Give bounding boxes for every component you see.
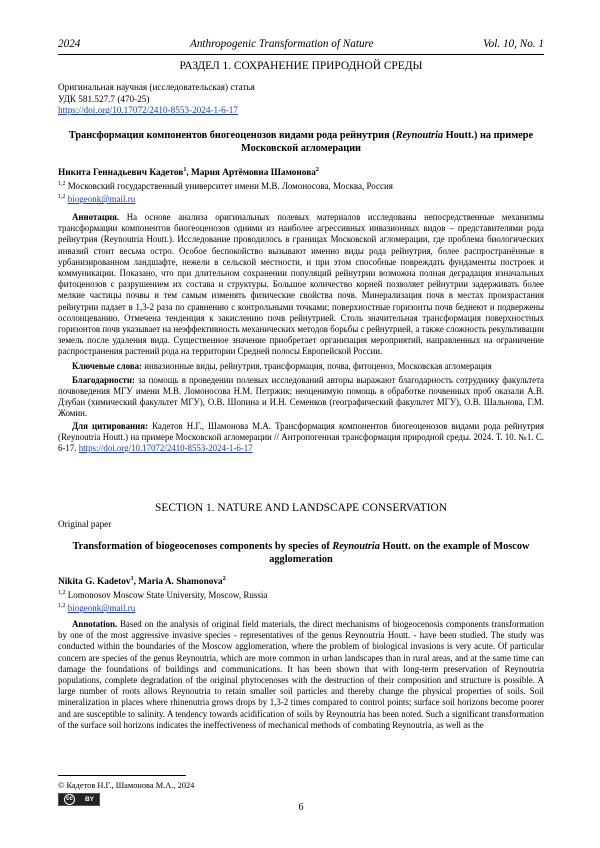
ru-acknowledgements: Благодарности: за помощь в проведении полевых исследований авторы выражают благодарность сотруднику факультета почвоведения МГУ имени М.В. Ломоносова Н.М. Петржик; неоценимую помощь в обработке почвенных проб оказали А.В. Дзубан (химический факультет МГУ), О.В. Шопина и И.Н. Семенков (географический факультет МГУ), О.В. Шальнова, Г.М. Жомин. bbox=[58, 374, 544, 419]
en-section-heading: SECTION 1. NATURE AND LANDSCAPE CONSERVATION bbox=[155, 502, 447, 514]
header-rule bbox=[58, 54, 544, 55]
ru-affiliation-block: $^{1,2}$ Московский государственный университет имени М.В. Ломоносова, Москва, Россия $^{1,2}$ biogeonk@mail.ru bbox=[58, 181, 393, 205]
running-header bbox=[58, 38, 544, 50]
cc-icon: cc bbox=[64, 794, 75, 805]
ru-article-type: Оригинальная научная (исследовательская) статья bbox=[58, 82, 255, 92]
en-authors: Nikita G. Kadetov$^1$, Maria A. Shamonova$^2$ bbox=[58, 576, 226, 588]
copyright: © Кадетов Н.Г., Шамонова М.А., 2024 bbox=[58, 781, 195, 790]
ru-udc: УДК 581.527.7 (470-25) bbox=[58, 93, 150, 104]
en-affiliation-block: $^{1,2}$ Lomonosov Moscow State University, Moscow, Russia $^{1,2}$ biogeonk@mail.ru bbox=[58, 590, 268, 614]
ru-meta bbox=[58, 82, 544, 117]
ru-citation: Для цитирования: Кадетов Н.Г., Шамонова М.А. Трансформация компонентов биогеоценозов видами рода рейнутрия (Reynoutria Houtt.) на примере Московской агломерации // Антропогенная трансформация природной среды. 2024. Т. 10. №1. С. 6-17. https://doi.org/10.17072/2410-8553-2024-1-6-17 bbox=[58, 420, 544, 454]
header-journal: Anthropogenic Transformation of Nature bbox=[189, 38, 374, 50]
footnote-rule bbox=[58, 775, 186, 776]
ru-abstract: Аннотация. На основе анализа оригинальных полевых материалов исследованы непосредственные механизмы трансформации компонентов биогеоценозов одними из наиболее агрессивных инвазионных видов – представителями рода рейнутрия (Reynoutria Houtt.). Исследование проводилось в границах Московской агломерации, где проблема биологических инвазий стоит весьма остро. Особое беспокойство вызывают именно виды рода рейнутрия, более распространённые в урбанизированном ландшафте, нежели в сельской местности, и при этом способные повреждать фундаменты построек и коммуникации. Показано, что при длительном сохранении популяций рейнутрии возможна полная деградация изначальных фитоценозов с разрушением их состава и структуры. Большое количество корней позволяет рейнутрии задерживать более мелкие частицы почвы и тем самым изменять физические свойства почв. Минерализация почв в местах произрастания рейнутрии падает в 1,3-2 раза по сравнению с контрольными точками; поверхностные горизонты почв беднеют и подвержены осолонцеванию. Отмечена тенденция к закислению почв рейнутрией. Столь значительная трансформация поверхностных горизонтов почв указывает на неэффективность механических методов борьбы с рейнутрией, а также сложность рекультивации земель после удаления вида. Существенное значение приобретает организация мероприятий, направленных на ограничение распространения растений рода на территории Средней полосы Европейской России. bbox=[58, 212, 544, 357]
header-year: 2024 bbox=[58, 38, 81, 50]
header-volume: Vol. 10, No. 1 bbox=[483, 38, 544, 50]
ru-keywords: Ключевые слова: инвазионные виды, рейнутрия, трансформация, почва, фитоценоз, Московская агломерация bbox=[72, 360, 492, 371]
ru-abstract-block bbox=[58, 212, 544, 454]
en-affiliation: Lomonosov Moscow State University, Moscow, Russia bbox=[65, 590, 268, 600]
ru-title: Трансформация компонентов биогеоценозов видами рода рейнутрия (Reynoutria Houtt.) на примере Московской агломерации bbox=[68, 130, 534, 154]
ru-section-heading: РАЗДЕЛ 1. СОХРАНЕНИЕ ПРИРОДНОЙ СРЕДЫ bbox=[179, 60, 423, 72]
en-article-type: Original paper bbox=[58, 519, 112, 529]
en-email-link[interactable]: biogeonk@mail.ru bbox=[67, 603, 136, 614]
by-label: BY bbox=[84, 796, 94, 803]
ru-doi-link[interactable]: https://doi.org/10.17072/2410-8553-2024-1-6-17 bbox=[58, 105, 238, 116]
en-abstract-block bbox=[58, 619, 544, 731]
page-number: 6 bbox=[298, 802, 304, 813]
ru-authors: Никита Геннадьевич Кадетов$^1$, Мария Артёмовна Шамонова$^2$ bbox=[58, 167, 319, 179]
ru-email-link[interactable]: biogeonk@mail.ru bbox=[67, 194, 136, 205]
ru-affiliation: Московский государственный университет имени М.В. Ломоносова, Москва, Россия bbox=[65, 181, 393, 191]
en-title: Transformation of biogeocenoses components by species of Reynoutria Houtt. on the example of Moscow agglomeration bbox=[72, 541, 530, 565]
en-abstract: Annotation. Based on the analysis of original field materials, the direct mechanisms of biogeocenosis components transformation by one of the most aggressive invasive species - representatives of the genus Reynoutria Houtt. - have been studied. The study was conducted within the boundaries of the Moscow agglomeration, where the problem of biological invasions is very acute. Of particular concern are species of the genus Reynoutria, which are more common in urban landscapes than in rural areas, and at the same time can damage the foundations of buildings and communications. It has been shown that with long-term preservation of Reynoutria populations, complete degradation of the original phytocenoses with the destruction of their composition and structure is possible. A large number of roots allows Reynoutria to retain smaller soil particles and thereby change the physical properties of soils. Soil mineralization in places where rhinenutria grows drops by 1,3-2 times compared to control points; surface soil horizons become poorer and are susceptible to salinity. A tendency towards acidification of soils by Reynoutria has been noted. Such a significant transformation of the surface soil horizons indicates the ineffectiveness of mechanical methods of combating Reynoutria, as well as the bbox=[58, 619, 544, 730]
ru-citation-doi-link[interactable]: https://doi.org/10.17072/2410-8553-2024-1-6-17 bbox=[78, 443, 253, 454]
